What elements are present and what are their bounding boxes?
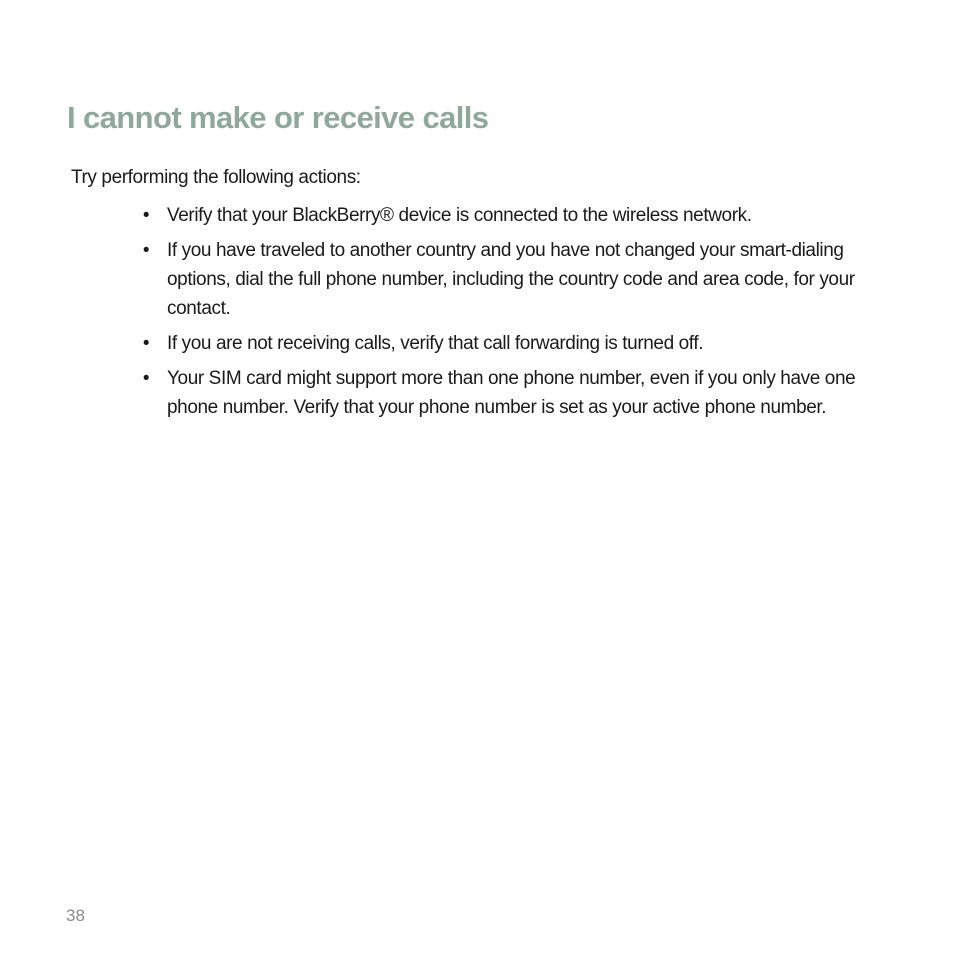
list-item	[140, 236, 910, 323]
list-item	[140, 364, 910, 422]
list-item	[140, 329, 910, 358]
bullet-icon: •	[142, 368, 150, 389]
page-number: 38	[66, 906, 85, 925]
list-item	[140, 201, 910, 230]
intro-text: Try performing the following actions:	[71, 167, 361, 188]
list-item-text: Verify that your BlackBerry® device is connected to the wireless network.	[167, 205, 752, 226]
bullet-icon: •	[142, 205, 150, 226]
list-item-text: If you have traveled to another country and you have not changed your smart-dialing options, dial the full phone number, including the country code and area code, for your contact.	[167, 240, 855, 319]
bullet-list	[140, 201, 910, 428]
bullet-icon: •	[142, 333, 150, 354]
list-item-text: Your SIM card might support more than one phone number, even if you only have one phone number. Verify that your phone number is set as your active phone number.	[167, 368, 856, 418]
bullet-icon: •	[142, 240, 150, 261]
list-item-text: If you are not receiving calls, verify that call forwarding is turned off.	[167, 333, 704, 354]
page-title: I cannot make or receive calls	[67, 100, 489, 135]
